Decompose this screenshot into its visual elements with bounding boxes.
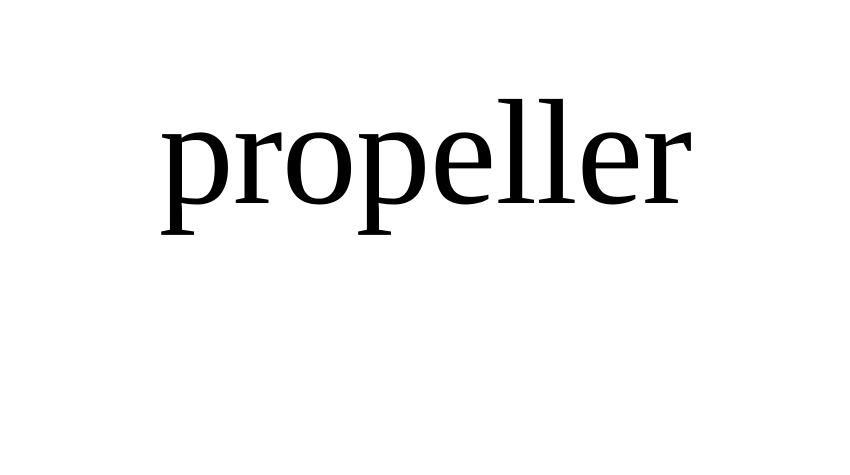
word-text: propeller	[158, 70, 692, 236]
